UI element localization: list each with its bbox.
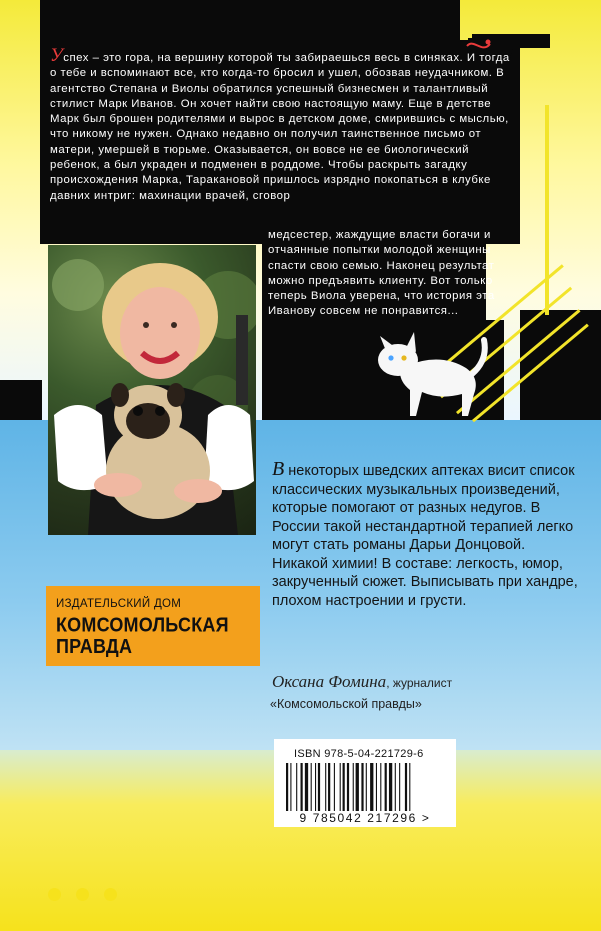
dot-icon xyxy=(76,888,89,901)
quote-author-name: Оксана Фомина xyxy=(272,672,387,691)
black-block-top xyxy=(40,0,460,40)
barcode-box xyxy=(274,739,456,827)
isbn-label: ISBN 978-5-04-221729-6 xyxy=(294,748,424,760)
quote-author-line xyxy=(272,672,592,692)
quote-author-role: , журналист xyxy=(386,676,453,690)
yellow-stripe-vertical xyxy=(545,105,549,315)
synopsis-text xyxy=(50,45,512,204)
dot-icon xyxy=(48,888,61,901)
cat-illustration xyxy=(370,330,490,420)
synopsis-dropcap: У xyxy=(50,45,64,66)
barcode-bars xyxy=(284,763,446,811)
dot-icon xyxy=(104,888,117,901)
author-photo xyxy=(48,245,256,535)
quote-body: некоторых шведских аптеках висит список классических музыкальных произведений, которые помогают от разных недугов. В России такой нестандартной терапией легко могут стать романы Дарьи Донцовой. Никакой химии! В составе: легкость, юмор, закрученный сюжет. Выписывать при хандре, плохом настроении и грусти. xyxy=(272,463,578,609)
synopsis-body: спех – это гора, на вершину которой ты забираешься весь в синяках. И тогда о тебе и вспоминают все, кто когда-то бросил и ушел, обозвав неудачником. В агентство Степана и Виолы обратился успешный бизнесмен и талантливый стилист Марк Иванов. Он хочет найти свою настоящую маму. Еще в детстве Марк был брошен родителями и вырос в детском доме, смирившись с мыслью, что никому не нужен. Однако недавно он получил таинственное письмо от матери, умершей в тюрьме. Оказывается, он вовсе не ее биологический ребенок, а был украден и подменен в роддоме. Чтобы раскрыть загадку происхождения Марка, Таракановой пришлось изрядно покопаться в клубке давних интриг: махинации врачей, сговор xyxy=(50,52,510,202)
publisher-logo xyxy=(46,586,260,666)
quote-dropcap: В xyxy=(272,458,285,480)
review-quote xyxy=(272,460,582,610)
publisher-small-label: ИЗДАТЕЛЬСКИЙ ДОМ xyxy=(56,598,182,610)
quote-author-paper: «Комсомольской правды» xyxy=(270,697,422,711)
synopsis-text-tail: медсестер, жаждущие власти богачи и отчаянные попытки молодой женщины спасти свою семью. Наконец результат можно предъявить клиенту. Вот только теперь Виола уверена, что история эта Иванову совсем не понравится... xyxy=(268,229,495,318)
publisher-name: КОМСОМОЛЬСКАЯ ПРАВДА xyxy=(56,612,229,658)
black-block-left xyxy=(0,380,42,420)
barcode-digits: 9 785042 217296 > xyxy=(299,811,431,825)
